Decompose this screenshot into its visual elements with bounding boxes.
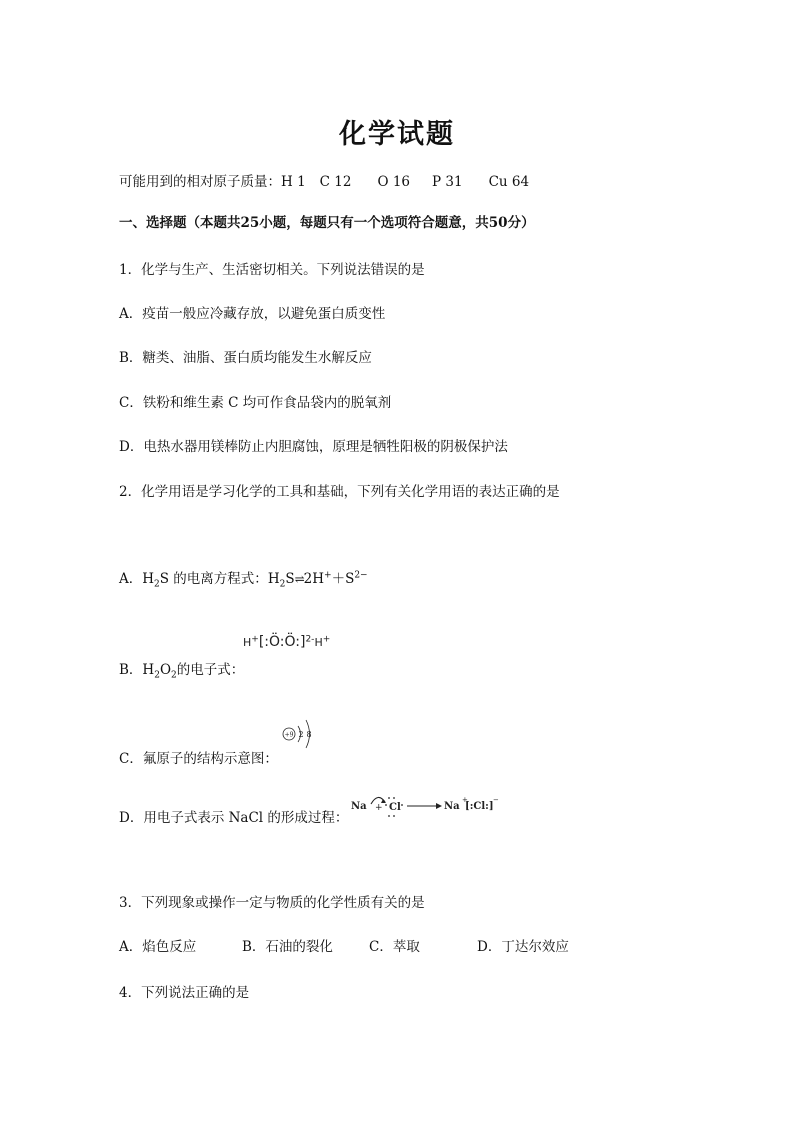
q2-a-lhs-h: H xyxy=(267,571,280,587)
h2o2-h2-charge: + xyxy=(322,634,331,645)
q1-option-d: D．电热水器用镁棒防止内胆腐蚀，原理是牺牲阳极的阴极保护法 xyxy=(119,439,508,455)
q2-b-text: 的电子式： xyxy=(176,662,245,678)
q3-option-b: B．石油的裂化 xyxy=(242,939,333,955)
shell-2-electrons: 8 xyxy=(306,730,312,739)
q1-option-a: A．疫苗一般应冷藏存放，以避免蛋白质变性 xyxy=(119,306,386,322)
cl-dot xyxy=(388,815,390,817)
reaction-arrowhead xyxy=(436,803,442,809)
mass-o: O 16 xyxy=(377,174,411,190)
q3-option-a: A．焰色反应 xyxy=(119,939,197,955)
h2o2-h1-charge: + xyxy=(251,634,259,645)
mass-c: C 12 xyxy=(319,174,352,190)
cl-dot xyxy=(385,804,387,806)
h2o2-core-charge: 2- xyxy=(305,634,315,645)
equilibrium-arrow: ⇌ xyxy=(294,572,304,586)
q2-a-prefix: A． xyxy=(119,571,143,587)
page-title: 化学试题 xyxy=(339,119,455,150)
q3-option-c: C．萃取 xyxy=(369,939,420,955)
q1-stem: 1．化学与生产、生活密切相关。下列说法错误的是 xyxy=(119,262,425,278)
product-cl-charge: − xyxy=(493,796,499,804)
q2-b-sub1: 2 xyxy=(154,670,160,681)
h2o2-h1: H xyxy=(243,636,252,649)
h2o2-electron-formula xyxy=(243,634,330,650)
q1-option-c: C．铁粉和维生素 C 均可作食品袋内的脱氧剂 xyxy=(119,395,392,411)
q1-option-b: B．糖类、油脂、蛋白质均能发生水解反应 xyxy=(119,350,372,366)
q2-a-text: 的电离方程式： xyxy=(169,571,268,587)
q3-option-d: D．丁达尔效应 xyxy=(477,939,569,955)
q3-options xyxy=(119,937,569,957)
q2-stem: 2．化学用语是学习化学的工具和基础，下列有关化学用语的表达正确的是 xyxy=(119,484,560,500)
q2-a-sub: 2 xyxy=(154,579,160,590)
h2o2-h2: H xyxy=(314,636,323,649)
nacl-na: Na xyxy=(351,801,367,812)
shell-1-electrons: 2 xyxy=(298,730,304,739)
q2-a-lhs-s: S xyxy=(285,571,295,587)
cl-dot xyxy=(393,815,395,817)
q2-a-s: S xyxy=(159,571,170,587)
atomic-masses xyxy=(119,172,529,192)
q2-a-h: H xyxy=(142,571,155,587)
q2-a-rhs2: S xyxy=(345,571,355,587)
atomic-masses-label: 可能用到的相对原子质量： xyxy=(119,174,281,190)
q2-option-a xyxy=(119,569,368,589)
cl-dot xyxy=(401,804,403,806)
section-heading: 一、选择题（本题共25小题，每题只有一个选项符合题意，共50分） xyxy=(119,215,535,231)
q2-a-lhs-sub: 2 xyxy=(279,579,286,590)
nacl-plus: + xyxy=(375,803,383,813)
q2-a-rhs2-sup: 2− xyxy=(354,570,368,581)
q2-a-plus: ＋ xyxy=(331,571,346,587)
mass-cu: Cu 64 xyxy=(488,174,530,190)
q2-option-d: D．用电子式表示 NaCl 的形成过程： xyxy=(119,810,349,826)
product-cl: [:Cl:] xyxy=(465,801,494,812)
h2o2-core: [:Ö:Ö:] xyxy=(258,634,306,650)
q2-b-h: H xyxy=(142,662,155,678)
nucleus-charge: +9 xyxy=(284,731,294,739)
cl-dot xyxy=(393,797,395,799)
fluorine-atom-diagram xyxy=(281,714,321,752)
mass-p: P 31 xyxy=(432,174,463,190)
q2-a-rhs1: 2H xyxy=(303,571,325,587)
q3-stem: 3．下列现象或操作一定与物质的化学性质有关的是 xyxy=(119,895,425,911)
q2-a-rhs1-sup: + xyxy=(324,570,332,581)
q2-b-prefix: B． xyxy=(119,662,143,678)
product-na: Na xyxy=(444,801,460,812)
cl-dot xyxy=(388,797,390,799)
q4-stem: 4．下列说法正确的是 xyxy=(119,985,250,1001)
nacl-cl: Cl xyxy=(389,802,401,813)
q2-option-b xyxy=(119,660,244,680)
q2-b-sub2: 2 xyxy=(171,670,177,681)
mass-h: H 1 xyxy=(281,174,306,190)
product-na-charge: + xyxy=(462,796,468,804)
q2-option-c: C．氟原子的结构示意图： xyxy=(119,751,278,767)
q2-b-o: O xyxy=(159,662,172,678)
nacl-formation-diagram xyxy=(350,790,500,822)
